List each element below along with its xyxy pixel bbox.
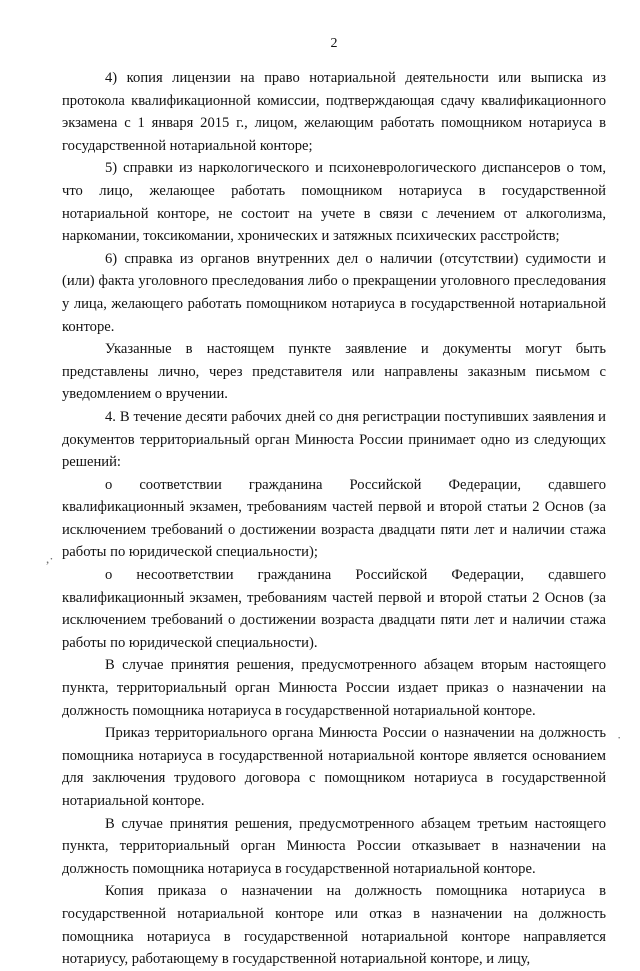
paragraph-copy-sent: Копия приказа о назначении на должность помощника нотариуса в государственной нотариальной конторе или отказ в назначении на должность помощника нотариуса в государственной нотариальной конторе направляется нотариусу, работающему в государственной нотариальной конторе, и лицу, bbox=[62, 883, 606, 968]
paragraph-decision-compliance: о соответствии гражданина Российской Федерации, сдавшего квалификационный экзамен, требованиям частей первой и второй статьи 2 Основ (за исключением требований о достижении возраста двадцати пяти лет и наличии стажа работы по юридической специальности); bbox=[62, 476, 606, 561]
paragraph-item-5: 5) справки из наркологического и психоневрологического диспансеров о том, что лицо, желающее работать помощником нотариуса в государственной нотариальной конторе, не состоит на учете в связи с лечением от алкоголизма, наркомании, токсикомании, хронических и затяжных психических расстройств; bbox=[62, 160, 606, 245]
paragraph-item-6: 6) справка из органов внутренних дел о наличии (отсутствии) судимости и (или) факта уголовного преследования либо о прекращении уголовного преследования у лица, желающего работать помощником нотариуса в государственной нотариальной конторе. bbox=[62, 250, 606, 335]
paragraph-clause-4: 4. В течение десяти рабочих дней со дня регистрации поступивших заявления и документов территориальный орган Минюста России принимает одно из следующих решений: bbox=[62, 408, 606, 471]
paragraph-decision-noncompliance: о несоответствии гражданина Российской Федерации, сдавшего квалификационный экзамен, требованиям частей первой и второй статьи 2 Основ (за исключением требований о достижении возраста двадцати пяти лет и наличии стажа работы по юридической специальности). bbox=[62, 567, 606, 651]
paragraph-refusal: В случае принятия решения, предусмотренного абзацем третьим настоящего пункта, территориальный орган Минюста России отказывает в назначении на должность помощника нотариуса в государственной нотариальной конторе. bbox=[62, 815, 606, 877]
paragraph-order-basis: Приказ территориального органа Минюста России о назначении на должность помощника нотариуса в государственной нотариальной конторе является основанием для заключения трудового договора с помощником нотариуса в государственной нотариальной конторе. bbox=[62, 725, 606, 809]
margin-scan-mark: · bbox=[617, 730, 622, 745]
margin-scan-mark: ,· bbox=[46, 551, 54, 566]
paragraph-item-4: 4) копия лицензии на право нотариальной деятельности или выписка из протокола квалификационной комиссии, подтверждающая сдачу квалификационного экзамена с 1 января 2015 г., лицом, желающим работать помощником нотариуса в государственной нотариальной конторе; bbox=[62, 70, 606, 154]
paragraph-appointment-order: В случае принятия решения, предусмотренного абзацем вторым настоящего пункта, территориальный орган Минюста России издает приказ о назначении на должность помощника нотариуса в государственной нотариальной конторе. bbox=[62, 657, 606, 719]
paragraph-submission-note: Указанные в настоящем пункте заявление и документы могут быть представлены лично, через представителя или направлены заказным письмом с уведомлением о вручении. bbox=[62, 341, 606, 403]
page-number: 2 bbox=[330, 36, 338, 51]
